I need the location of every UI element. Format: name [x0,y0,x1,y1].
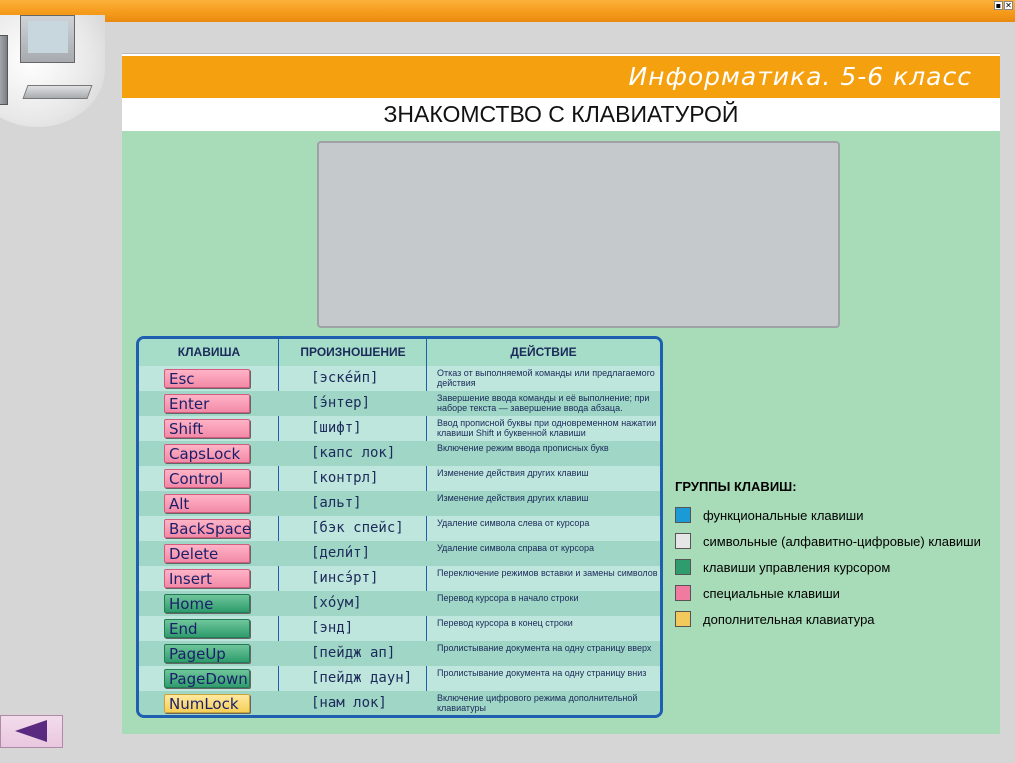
key-label-end: End [164,619,250,638]
col-header-action: ДЕЙСТВИЕ [510,345,577,359]
action-description: Удаление символа слева от курсора [437,518,590,528]
color-swatch [675,611,691,627]
keyboard-small-icon [22,85,92,99]
title-bar [0,0,1015,22]
close-button[interactable]: ✕ [1005,1,1012,10]
pronunciation: [эске́йп] [311,370,379,386]
header-bar [122,56,1000,98]
pronunciation: [э́нтер] [311,395,371,411]
key-label-alt: Alt [164,494,250,513]
table-row [139,566,660,591]
groups-list [675,502,981,632]
pronunciation: [нам лок] [311,695,387,711]
key-groups-legend [675,479,981,632]
pronunciation: [контрл] [311,470,379,486]
table-row [139,441,660,466]
key-label-insert: Insert [164,569,250,588]
action-description: Изменение действия других клавиш [437,468,589,478]
pronunciation: [бэк спейс] [311,520,404,536]
back-arrow-icon [15,720,47,742]
action-description: Изменение действия других клавиш [437,493,589,503]
pronunciation: [энд] [311,620,354,636]
group-label: клавиши управления курсором [703,559,891,575]
table-row [139,516,660,541]
table-row [139,366,660,391]
key-label-control: Control [164,469,250,488]
action-description: Удаление символа справа от курсора [437,543,595,553]
action-description: Пролистывание документа на одну страницу вниз [437,668,647,678]
groups-title: ГРУППЫ КЛАВИШ: [675,479,797,494]
action-description: Завершение ввода команды и её выполнение; при наборе текста — завершение ввода абзаца. [437,393,650,413]
action-description: Включение цифрового режима дополнительной клавиатуры [437,693,638,713]
pronunciation: [альт] [311,495,362,511]
group-label: символьные (алфавитно-цифровые) клавиши [703,533,981,549]
color-swatch [675,533,691,549]
table-row [139,691,660,716]
table-row [139,641,660,666]
page-title: ЗНАКОМСТВО С КЛАВИАТУРОЙ [383,101,739,127]
key-label-pagedown: PageDown [164,669,250,688]
pronunciation: [пейдж даун] [311,670,413,686]
color-swatch [675,559,691,575]
action-description: Отказ от выполняемой команды или предлагаемого действия [437,368,655,388]
pc-tower-icon [0,35,8,105]
key-label-delete: Delete [164,544,250,563]
table-row [139,466,660,491]
key-label-home: Home [164,594,250,613]
col-header-pron: ПРОИЗНОШЕНИЕ [300,345,406,359]
minimize-button[interactable]: ▪ [995,1,1002,10]
group-label: функциональные клавиши [703,507,864,523]
table-row [139,391,660,416]
table-row [139,616,660,641]
group-item [675,502,981,528]
pronunciation: [хо́ум] [311,595,362,611]
window-buttons [994,1,1013,10]
col-header-key: КЛАВИША [177,345,241,359]
content-area [122,131,1000,734]
main-panel [122,53,1000,733]
pronunciation: [шифт] [311,420,362,436]
action-description: Перевод курсора в начало строки [437,593,579,603]
key-label-backspace: BackSpace [164,519,250,538]
table-header [139,339,660,366]
pronunciation: [капс лок] [311,445,396,461]
computer-logo-icon [0,15,105,127]
key-label-enter: Enter [164,394,250,413]
group-item [675,606,981,632]
back-button[interactable] [0,715,63,748]
key-label-shift: Shift [164,419,250,438]
group-item [675,580,981,606]
action-description: Переключение режимов вставки и замены символов [437,568,658,578]
action-description: Ввод прописной буквы при одновременном нажатии клавиши Shift и буквенной клавиши [437,418,657,438]
group-item [675,554,981,580]
course-title: Информатика. 5-6 класс [628,62,972,91]
keyboard-illustration [317,141,840,328]
table-row [139,541,660,566]
action-description: Перевод курсора в конец строки [437,618,573,628]
table-row [139,666,660,691]
table-row [139,491,660,516]
pronunciation: [инсэ́рт] [311,570,379,586]
table-row [139,591,660,616]
monitor-screen [28,21,68,53]
group-label: специальные клавиши [703,585,840,601]
table-row [139,416,660,441]
key-label-esc: Esc [164,369,250,388]
color-swatch [675,585,691,601]
key-label-pageup: PageUp [164,644,250,663]
action-description: Пролистывание документа на одну страницу вверх [437,643,652,653]
keys-table [136,336,663,718]
pronunciation: [дели́т] [311,545,371,561]
group-item [675,528,981,554]
key-label-numlock: NumLock [164,694,250,713]
action-description: Включение режим ввода прописных букв [437,443,609,453]
key-label-capslock: CapsLock [164,444,250,463]
group-label: дополнительная клавиатура [703,611,875,627]
color-swatch [675,507,691,523]
pronunciation: [пейдж ап] [311,645,396,661]
